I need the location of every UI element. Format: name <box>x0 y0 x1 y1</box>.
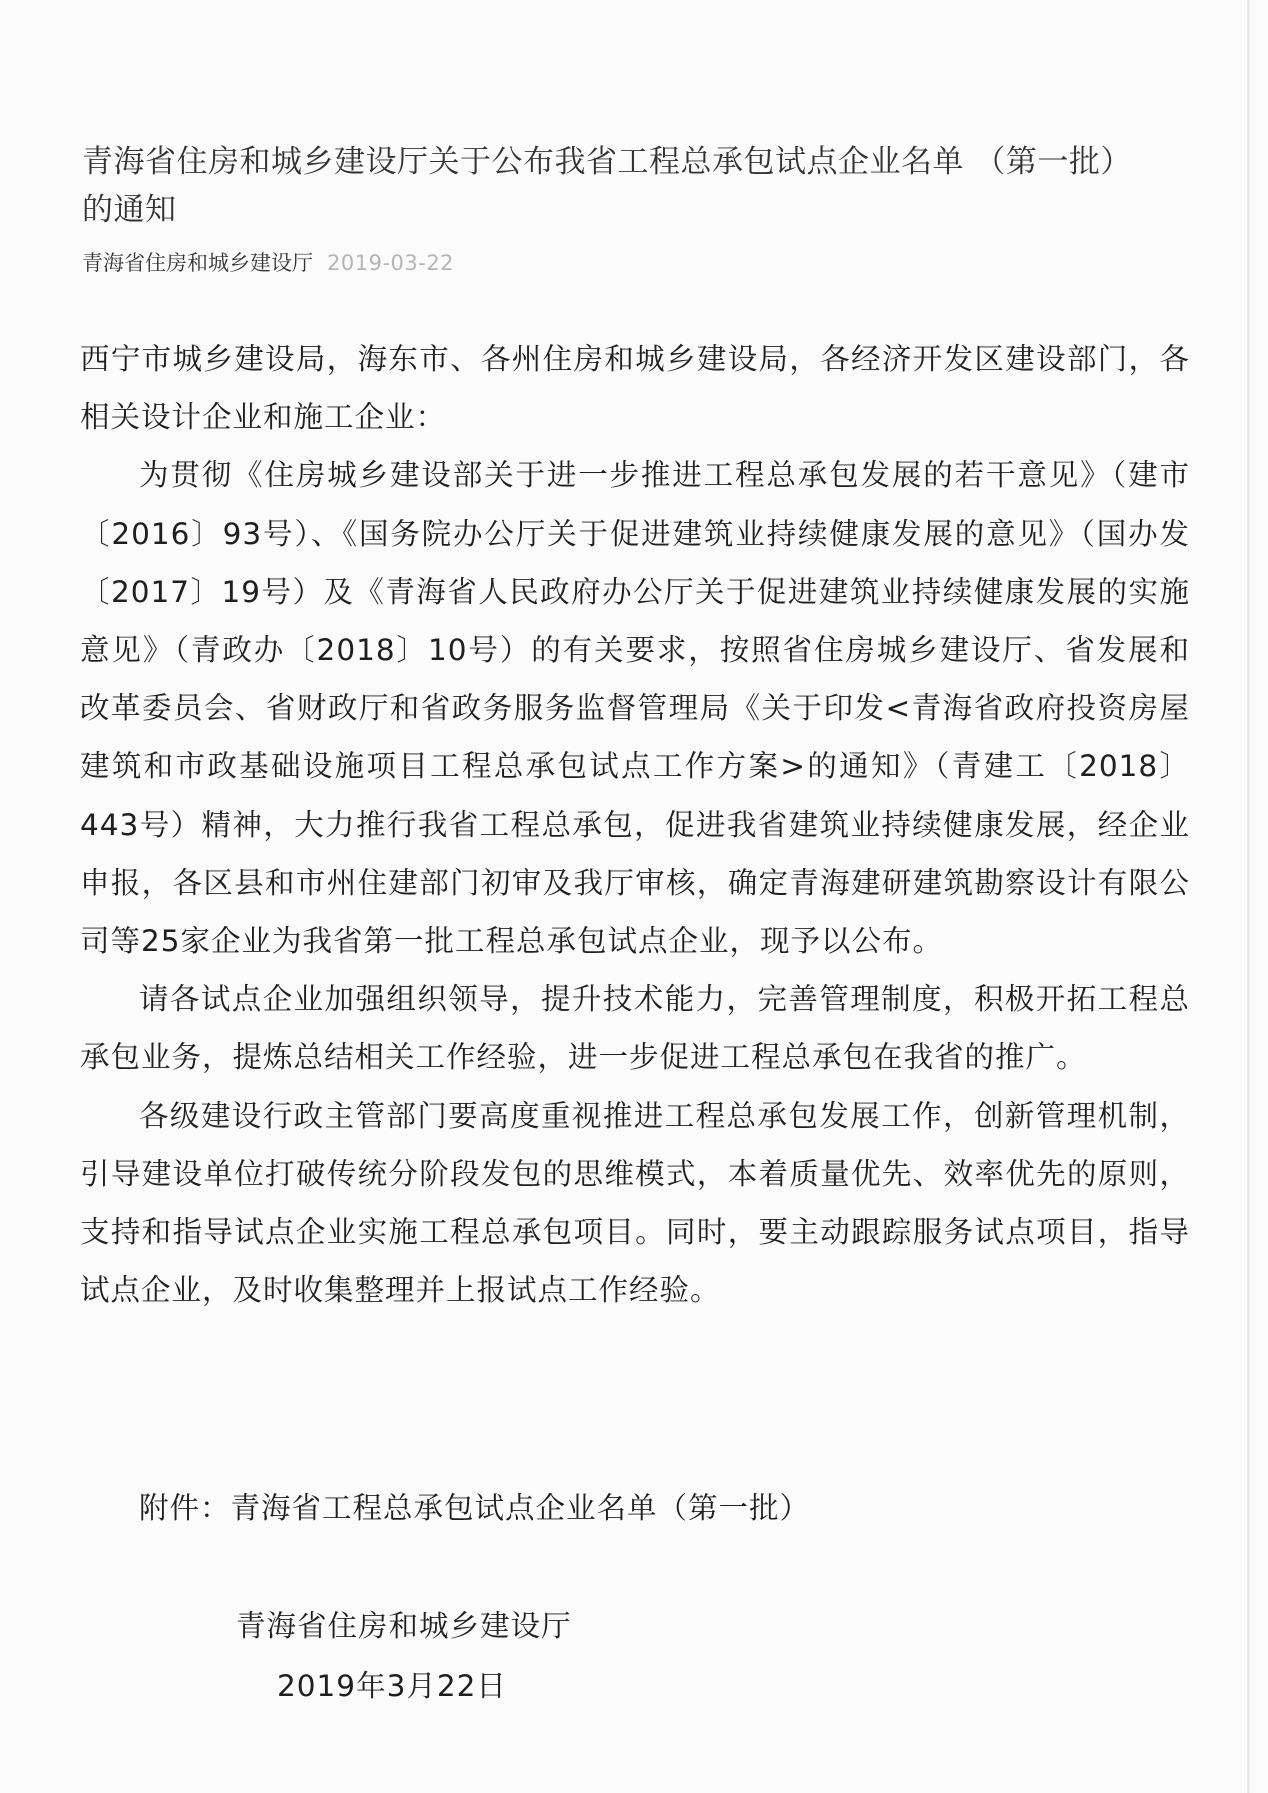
document-body <box>80 330 1190 1319</box>
document-date: 2019-03-22 <box>327 251 455 275</box>
signature-organization: 青海省住房和城乡建设厅 <box>236 1609 572 1643</box>
attachment-note: 附件：青海省工程总承包试点企业名单（第一批） <box>139 1491 811 1525</box>
document-title: 青海省住房和城乡建设厅关于公布我省工程总承包试点企业名单 （第一批）的通知 <box>82 144 1132 228</box>
body-paragraph: 为贯彻《住房城乡建设部关于进一步推进工程总承包发展的若干意见》（建市〔2016〕93号）、《国务院办公厅关于促进建筑业持续健康发展的意见》（国办发〔2017〕19号）及《青海省人民政府办公厅关于促进建筑业持续健康发展的实施意见》（青政办〔2018〕10号）的有关要求，按照省住房城乡建设厅、省发展和改革委员会、省财政厅和省政务服务监督管理局《关于印发<青海省政府投资房屋建筑和市政基础设施项目工程总承包试点工作方案>的通知》（青建工〔2018〕443号）精神，大力推行我省工程总承包，促进我省建筑业持续健康发展，经企业申报，各区县和市州住建部门初审及我厅审核，确定青海建研建筑勘察设计有限公司等25家企业为我省第一批工程总承包试点企业，现予以公布。 <box>80 458 1190 959</box>
document-meta <box>82 248 454 278</box>
page-edge-shadow <box>1247 0 1250 1793</box>
addressee: 西宁市城乡建设局，海东市、各州住房和城乡建设局，各经济开发区建设部门，各相关设计企业和施工企业： <box>80 342 1190 435</box>
body-paragraph: 请各试点企业加强组织领导，提升技术能力，完善管理制度，积极开拓工程总承包业务，提炼总结相关工作经验，进一步促进工程总承包在我省的推广。 <box>80 982 1190 1075</box>
signature-date: 2019年3月22日 <box>277 1669 507 1703</box>
document-source: 青海省住房和城乡建设厅 <box>82 251 313 275</box>
body-paragraph: 各级建设行政主管部门要高度重视推进工程总承包发展工作，创新管理机制，引导建设单位打破传统分阶段发包的思维模式，本着质量优先、效率优先的原则，支持和指导试点企业实施工程总承包项目。同时，要主动跟踪服务试点项目，指导试点企业，及时收集整理并上报试点工作经验。 <box>80 1098 1190 1308</box>
